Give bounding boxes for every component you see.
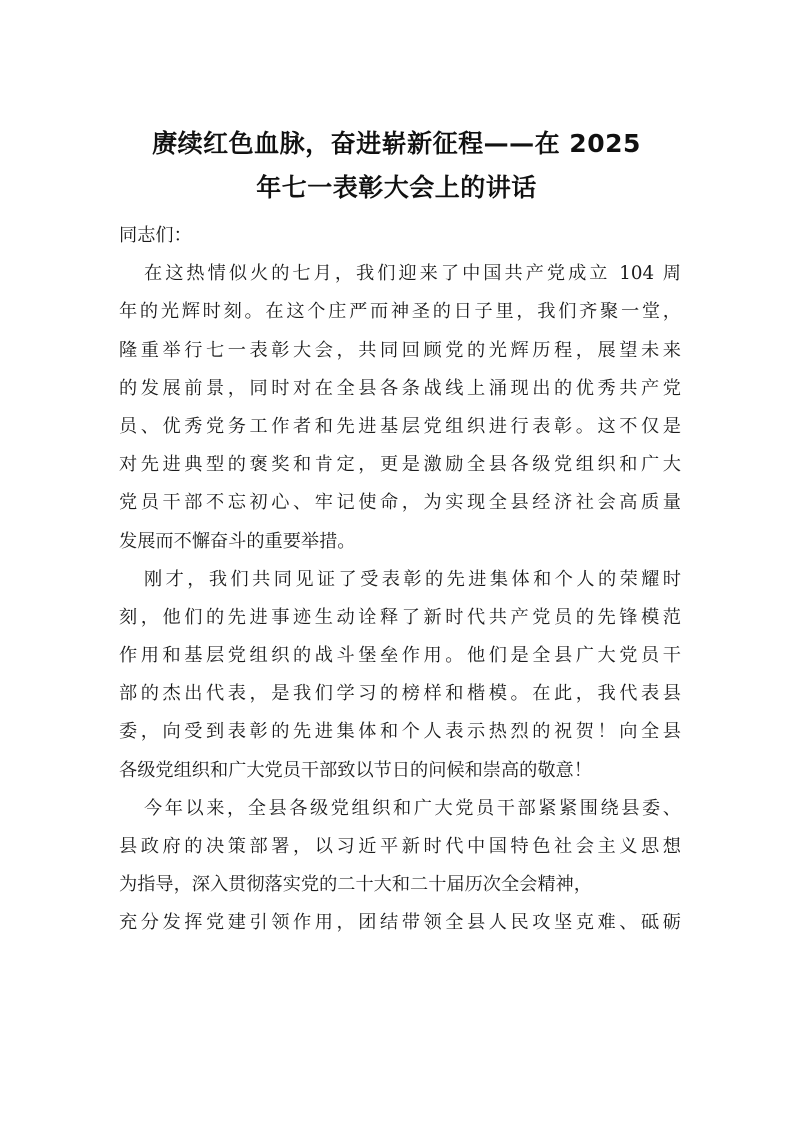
paragraph-line: 部的杰出代表，是我们学习的榜样和楷模。在此，我代表县: [119, 683, 681, 705]
paragraph-line: 作用和基层党组织的战斗堡垒作用。他们是全县广大党员干: [119, 645, 681, 667]
title-line-1: 赓续红色血脉，奋进崭新征程——在 2025: [152, 129, 641, 158]
paragraph-line: 各级党组织和广大党员干部致以节日的问候和崇高的敬意！: [119, 759, 592, 781]
document-title: [100, 122, 693, 210]
paragraph-line: 隆重举行七一表彰大会，共同回顾党的光辉历程，展望未来: [119, 339, 681, 361]
paragraph-line: 在这热情似火的七月，我们迎来了中国共产党成立 104 周: [144, 263, 681, 285]
paragraph-line: 为指导，深入贯彻落实党的二十大和二十届历次全会精神，: [119, 874, 592, 896]
paragraph-line: 对先进典型的褒奖和肯定，更是激励全县各级党组织和广大: [119, 454, 681, 476]
paragraph-line: 发展而不懈奋斗的重要举措。: [119, 530, 356, 552]
paragraph-line: 县政府的决策部署，以习近平新时代中国特色社会主义思想: [119, 836, 681, 857]
speech-body: [119, 217, 681, 943]
paragraph-line: 党员干部不忘初心、牢记使命，为实现全县经济社会高质量: [119, 492, 681, 514]
paragraph-line: 年的光辉时刻。在这个庄严而神圣的日子里，我们齐聚一堂，: [119, 301, 681, 323]
title-line-2: 年七一表彰大会上的讲话: [256, 173, 537, 202]
paragraph-line: 员、优秀党务工作者和先进基层党组织进行表彰。这不仅是: [119, 415, 681, 437]
paragraph-line: 委，向受到表彰的先进集体和个人表示热烈的祝贺！向全县: [119, 721, 681, 743]
paragraph-line: 充分发挥党建引领作用，团结带领全县人民攻坚克难、砥砺: [119, 912, 681, 934]
paragraph-line: 刻，他们的先进事迹生动诠释了新时代共产党员的先锋模范: [119, 606, 681, 628]
salutation: 同志们：: [119, 225, 192, 246]
paragraph-line: 的发展前景，同时对在全县各条战线上涌现出的优秀共产党: [119, 377, 681, 399]
paragraph-line: 刚才，我们共同见证了受表彰的先进集体和个人的荣耀时: [144, 568, 681, 590]
paragraph-line: 今年以来，全县各级党组织和广大党员干部紧紧围绕县委、: [144, 797, 681, 819]
